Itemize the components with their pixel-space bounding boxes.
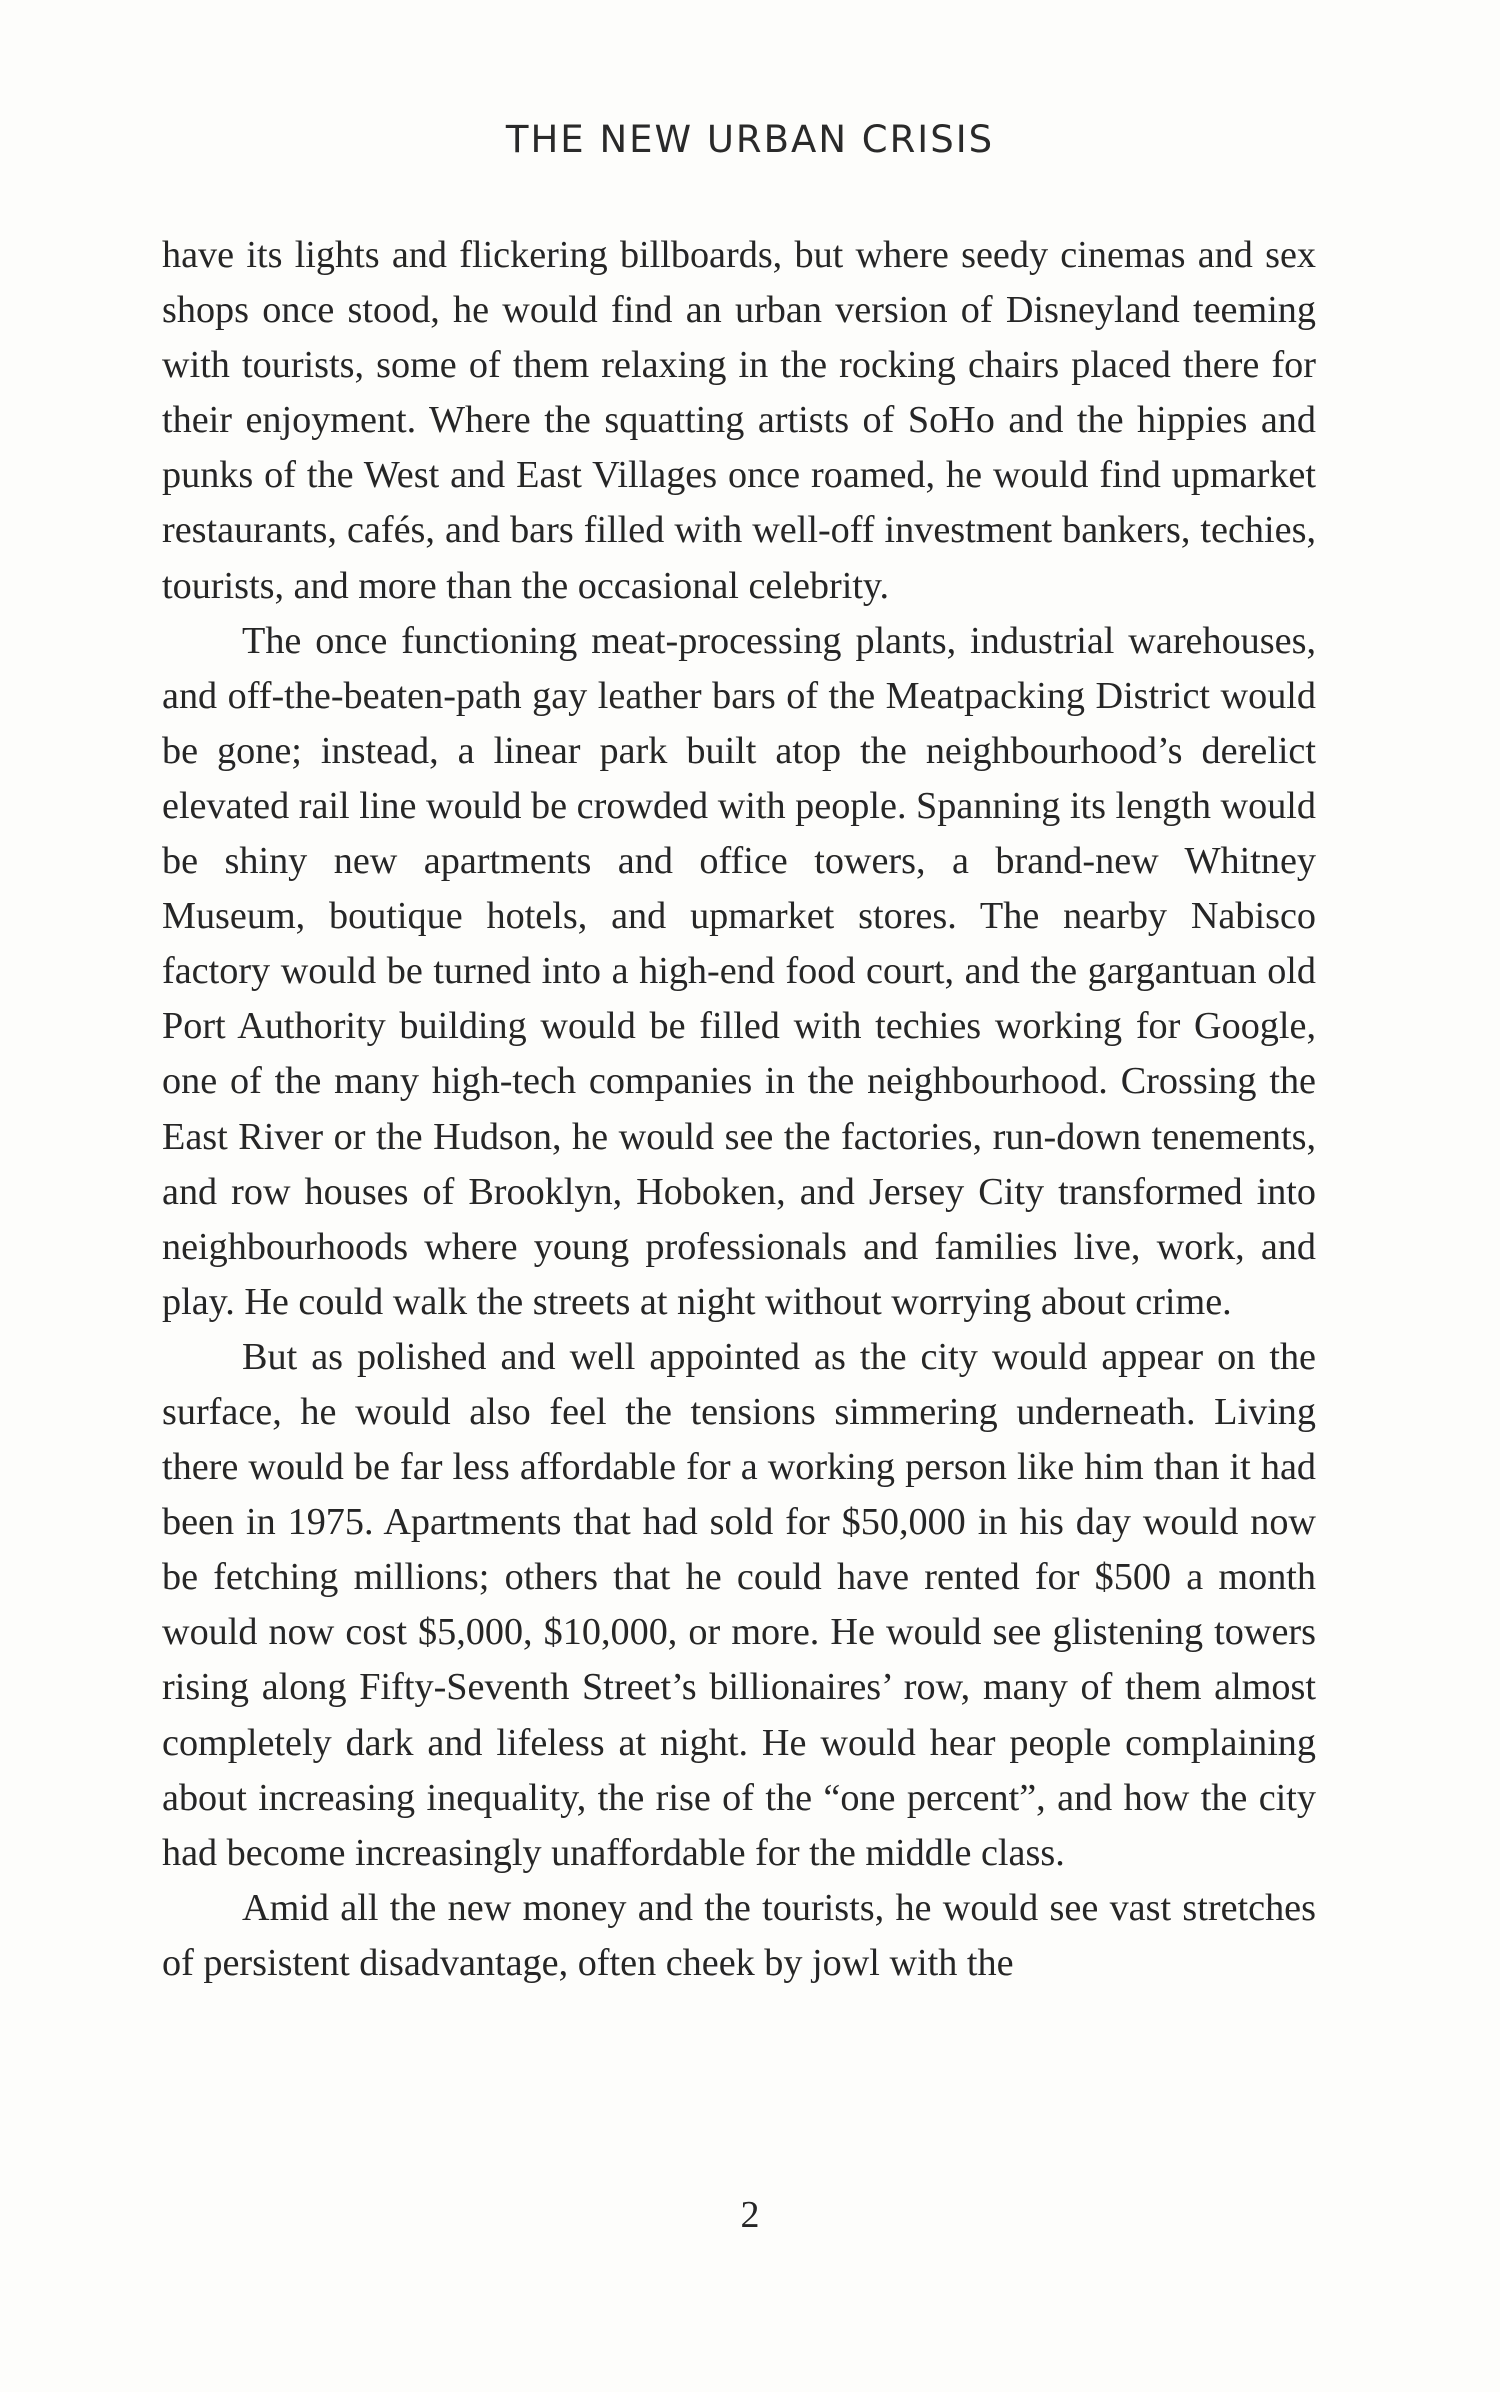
paragraph-2: The once functioning meat-processing plants, industrial warehouses, and off-the-beaten-path gay leather bars of the Meatpacking District would be gone; instead, a linear park built atop the neighbourhood’s derelict elevated rail line would be crowded with people. Spanning its length would be shiny new apartments and office towers, a brand-new Whitney Museum, boutique hotels, and upmarket stores. The nearby Nabisco factory would be turned into a high-end food court, and the gargantuan old Port Authority building would be filled with techies working for Google, one of the many high-tech companies in the neighbourhood. Crossing the East River or the Hudson, he would see the factories, run-down tenements, and row houses of Brooklyn, Hoboken, and Jersey City transformed into neighbourhoods where young professionals and families live, work, and play. He could walk the streets at night without worrying about crime. <box>162 619 1316 1323</box>
paragraph-3: But as polished and well appointed as the city would appear on the surface, he would also feel the tensions simmering underneath. Living there would be far less affordable for a working person like him than it had been in 1975. Apartments that had sold for $50,000 in his day would now be fetching millions; others that he could have rented for $500 a month would now cost $5,000, $10,000, or more. He would see glistening towers rising along Fifty-Seventh Street’s billionaires’ row, many of them almost completely dark and lifeless at night. He would hear people complaining about increasing inequality, the rise of the “one percent”, and how the city had become increasingly unaffordable for the middle class. <box>162 1335 1316 1874</box>
paragraph-1: have its lights and flickering billboards, but where seedy cinemas and sex shops once stood, he would find an urban version of Disneyland teeming with tourists, some of them relaxing in the rocking chairs placed there for their enjoyment. Where the squatting artists of SoHo and the hippies and punks of the West and East Villages once roamed, he would find upmarket restaurants, cafés, and bars filled with well-off investment bankers, techies, tourists, and more than the occasional celebrity. <box>162 234 1316 607</box>
body-text <box>162 228 1316 1991</box>
page-number: 2 <box>740 2194 760 2236</box>
running-head: THE NEW URBAN CRISIS <box>505 118 995 161</box>
paragraph-4: Amid all the new money and the tourists, he would see vast stretches of persistent disadvantage, often cheek by jowl with the <box>162 1886 1316 1984</box>
